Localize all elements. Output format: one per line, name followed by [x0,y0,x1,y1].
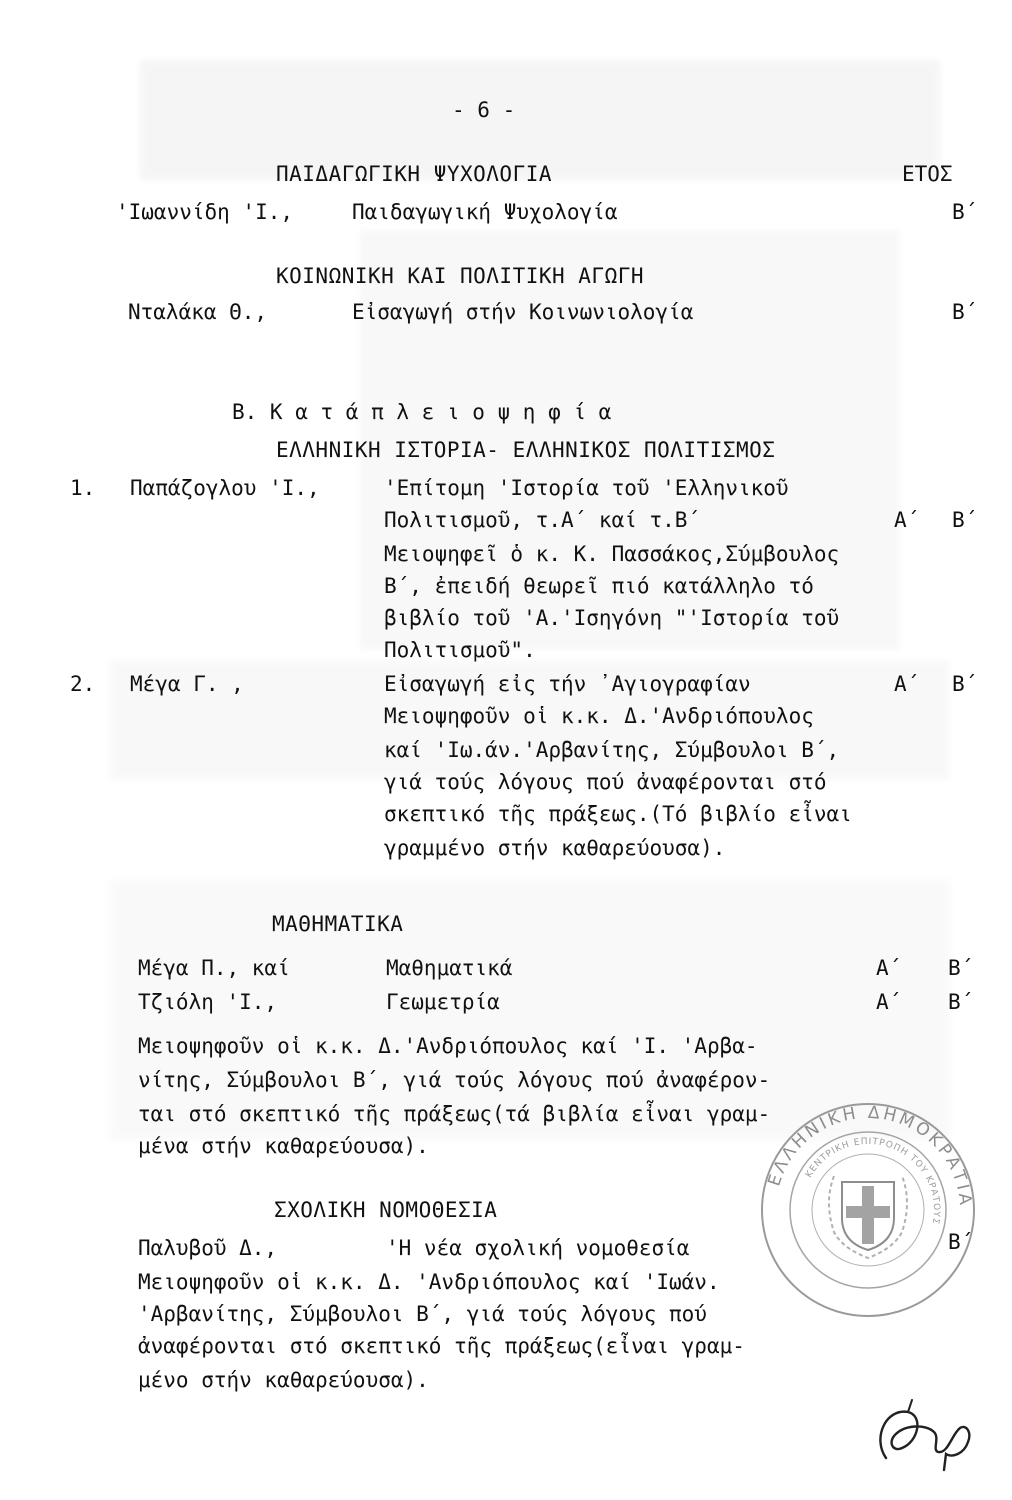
entry-number: 2. [70,672,96,696]
math-year-1a: Α΄ [876,956,902,980]
math-author-2: Τζιόλη 'Ι., [138,990,278,1014]
author-psychology: 'Ιωαννίδη 'Ι., [116,200,294,224]
section-title-social: ΚΟΙΝΩΝΙΚΗ ΚΑΙ ΠΟΛΙΤΙΚΗ ΑΓΩΓΗ [276,264,645,288]
entry-author: Παπάζογλου 'Ι., [130,476,320,500]
school-law-note-line: ἀναφέρονται στό σκεπτικό τῆς πράξεως(εἶναι γραμ- [138,1334,745,1358]
school-law-author: Παλυβοῦ Δ., [138,1236,278,1260]
math-book-2: Γεωμετρία [386,990,500,1014]
section-title-math: ΜΑΘΗΜΑΤΙΚΑ [272,912,404,936]
section-title-school-law: ΣΧΟΛΙΚΗ ΝΟΜΟΘΕΣΙΑ [274,1198,498,1222]
entry-line: γραμμένο στήν καθαρεύουσα). [384,836,726,860]
entry-line: γιά τούς λόγους πού ἀναφέρονται στό [384,770,827,794]
school-law-note-line: Μειοψηφοῦν οἱ κ.κ. Δ. 'Ανδριόπουλος καί 'Ιωάν. [138,1270,720,1294]
section-title-majority: Β. Κ α τ ά π λ ε ι ο ψ η φ ί α [232,400,612,424]
entry-line: Μειοψηφεῖ ὁ κ. Κ. Πασσάκος,Σύμβουλος [384,542,840,566]
section-title-history: ΕΛΛΗΝΙΚΗ ΙΣΤΟΡΙΑ- ΕΛΛΗΝΙΚΟΣ ΠΟΛΙΤΙΣΜΟΣ [276,438,776,462]
school-law-note-line: 'Αρβανίτης, Σύμβουλοι Β΄, γιά τούς λόγους πού [138,1302,707,1326]
book-psychology: Παιδαγωγική Ψυχολογία [352,200,618,224]
math-note-line: νίτης, Σύμβουλοι Β΄, γιά τούς λόγους πού ἀναφέρον- [138,1068,771,1092]
year-header: ΕΤΟΣ [902,162,953,186]
section-title-psychology: ΠΑΙΔΑΓΩΓΙΚΗ ΨΥΧΟΛΟΓΙΑ [276,162,553,186]
entry-line: Πολιτισμοῦ, τ.Α΄ καί τ.Β΄ [384,508,701,532]
math-note-line: μένα στήν καθαρεύουσα). [138,1134,429,1158]
page-number: - 6 - [452,98,516,122]
entry-number: 1. [70,476,96,500]
school-law-book: 'Η νέα σχολική νομοθεσία [386,1236,690,1260]
stamp-inner-text: ΚΕΝΤΡΙΚΗ ΕΠΙΤΡΟΠΗ ΤΟΥ ΚΡΑΤΟΥΣ [804,1136,942,1226]
math-year-2a: Α΄ [876,990,902,1014]
handwritten-signature [868,1398,978,1478]
year-social: Β΄ [952,300,978,324]
author-social: Νταλάκα Θ., [128,300,268,324]
entry-line: Μειοψηφοῦν οἱ κ.κ. Δ.'Ανδριόπουλος [384,704,814,728]
entry-line: Πολιτισμοῦ". [384,638,536,662]
school-law-note-line: μένο στήν καθαρεύουσα). [138,1368,429,1392]
entry-year-1: Α΄ [894,508,920,532]
entry-line: βιβλίο τοῦ 'Α.'Ισηγόνη "'Ιστορία τοῦ [384,606,840,630]
book-social: Εἰσαγωγή στήν Κοινωνιολογία [352,300,694,324]
entry-year-2: Β΄ [952,508,978,532]
entry-year-2: Β΄ [952,672,978,696]
coat-of-arms-icon [829,1176,907,1258]
school-law-year: Β΄ [948,1230,974,1254]
entry-line: Εἰσαγωγή εἰς τήν ᾿Αγιογραφίαν [384,672,751,696]
entry-line: καί 'Ιω.άν.'Αρβανίτης, Σύμβουλοι Β΄, [384,738,840,762]
entry-year-1: Α΄ [894,672,920,696]
stamp-outer-text: ΕΛΛΗΝΙΚΗ ΔΗΜΟΚΡΑΤΙΑ [764,1102,976,1209]
math-year-1b: Β΄ [948,956,974,980]
entry-line: Β΄, ἐπειδή θεωρεῖ πιό κατάλληλο τό [384,574,814,598]
entry-line: σκεπτικό τῆς πράξεως.(Τό βιβλίο εἶναι [384,802,852,826]
official-stamp [758,1100,978,1320]
year-psychology: Β΄ [952,200,978,224]
math-author-1: Μέγα Π., καί [138,956,290,980]
math-year-2b: Β΄ [948,990,974,1014]
math-book-1: Μαθηματικά [386,956,513,980]
math-note-line: ται στό σκεπτικό τῆς πράξεως(τά βιβλία εἶναι γραμ- [138,1102,771,1126]
math-note-line: Μειοψηφοῦν οἱ κ.κ. Δ.'Ανδριόπουλος καί 'Ι. 'Αρβα- [138,1034,758,1058]
entry-author: Μέγα Γ. , [130,672,244,696]
entry-line: 'Επίτομη 'Ιστορία τοῦ 'Ελληνικοῦ [384,476,789,500]
